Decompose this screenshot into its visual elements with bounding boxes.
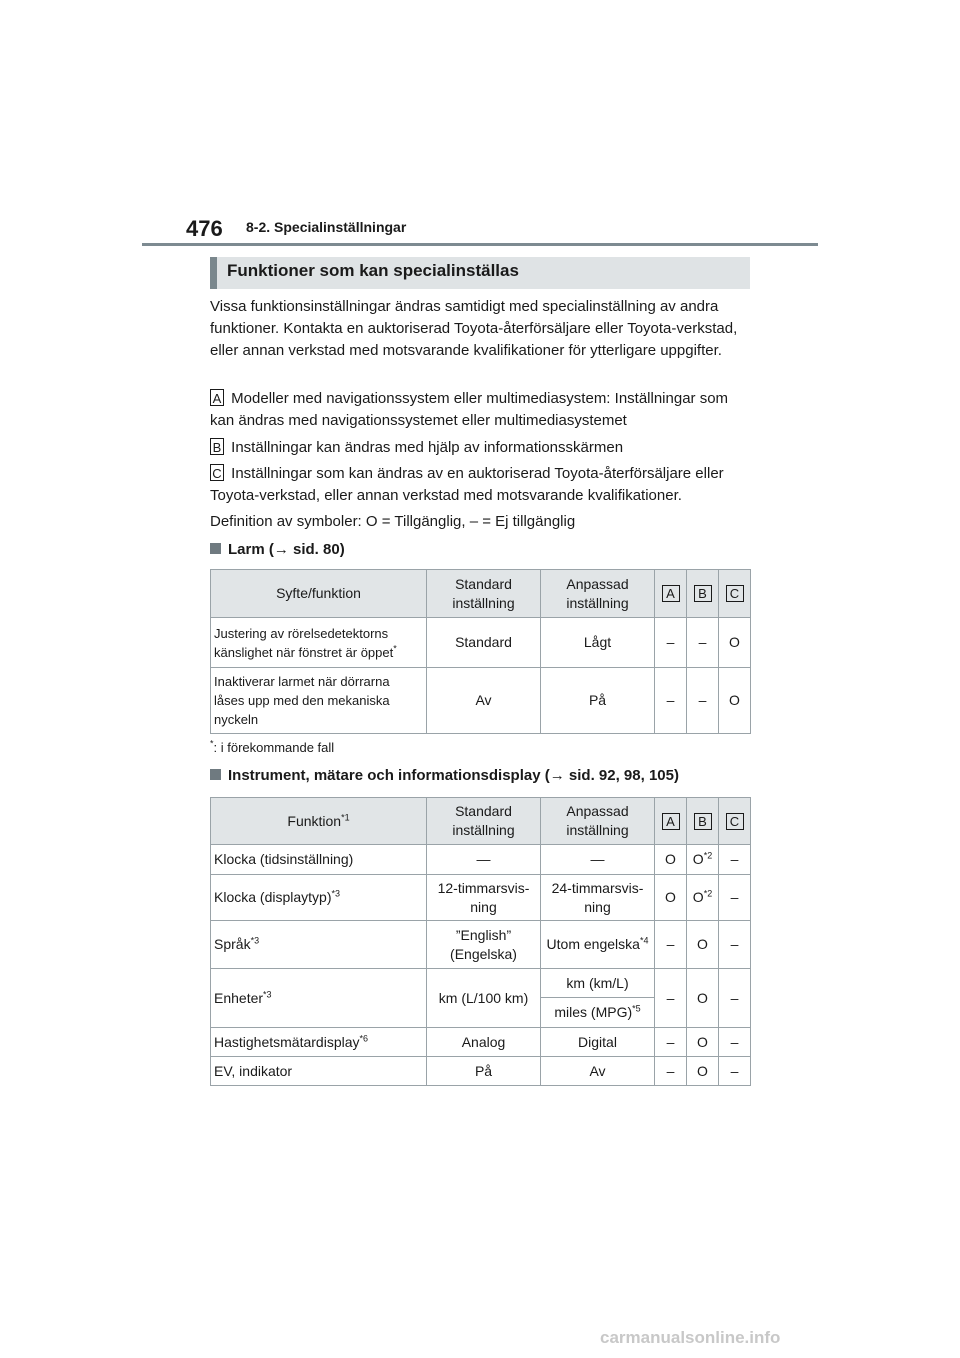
cell-custom: km (km/L) bbox=[541, 969, 655, 998]
note-a bbox=[210, 388, 750, 432]
watermark: carmanualsonline.info bbox=[600, 1328, 781, 1347]
cell-custom: miles (MPG)$^{*5}$ bbox=[541, 998, 655, 1028]
note-c bbox=[210, 463, 750, 507]
cell-c: O bbox=[719, 618, 751, 668]
col-header-c bbox=[719, 570, 751, 618]
cell-c: – bbox=[719, 1057, 751, 1086]
table-row bbox=[211, 1028, 751, 1057]
table-row bbox=[211, 875, 751, 921]
cell-custom: 24-timmarsvis-ning bbox=[541, 875, 655, 921]
badge-c: C bbox=[726, 585, 744, 602]
symbol-definitions: Definition av symboler: O = Tillgänglig, – = Ej tillgänglig bbox=[210, 513, 576, 530]
cell-standard: km (L/100 km) bbox=[427, 969, 541, 1028]
cell-a: – bbox=[655, 618, 687, 668]
cell-c: O bbox=[719, 668, 751, 734]
note-c-text: Inställningar som kan ändras av en auktoriserad Toyota-återförsäljare eller Toyota-verkstad, eller annan verkstad med motsvarande kvalifikationer. bbox=[210, 465, 724, 504]
badge-b: B bbox=[210, 438, 224, 455]
col-header-c bbox=[719, 798, 751, 845]
cell-custom: Utom engelska$^{*4}$ bbox=[541, 921, 655, 969]
col-header-function: Funktion$^{*1}$ bbox=[211, 798, 427, 845]
table-header-row bbox=[211, 798, 751, 845]
cell-standard: Standard bbox=[427, 618, 541, 668]
cell-function: EV, indikator bbox=[211, 1057, 427, 1086]
cell-b: O bbox=[687, 921, 719, 969]
cell-standard: På bbox=[427, 1057, 541, 1086]
cell-c: – bbox=[719, 969, 751, 1028]
table-row bbox=[211, 921, 751, 969]
square-bullet-icon bbox=[210, 543, 221, 554]
cell-function: Språk$^{*3}$ bbox=[211, 921, 427, 969]
instrument-table bbox=[210, 797, 751, 1086]
cell-function: Enheter$^{*3}$ bbox=[211, 969, 427, 1028]
table-row bbox=[211, 1057, 751, 1086]
cell-standard: — bbox=[427, 845, 541, 875]
subheading-alarm bbox=[210, 541, 345, 558]
section-title: 8-2. Specialinställningar bbox=[246, 219, 407, 235]
subheading-instrument bbox=[210, 767, 679, 784]
cell-standard: 12-timmarsvis-ning bbox=[427, 875, 541, 921]
cell-b: – bbox=[687, 618, 719, 668]
badge-a: A bbox=[662, 585, 680, 602]
badge-a: A bbox=[210, 389, 224, 406]
col-header-a bbox=[655, 798, 687, 845]
cell-b: O bbox=[687, 1057, 719, 1086]
cell-function: Inaktiverar larmet när dörrarna låses upp med den mekaniska nyckeln bbox=[211, 668, 427, 734]
col-header-standard: Standard inställning bbox=[427, 570, 541, 618]
cell-b: O bbox=[687, 1028, 719, 1057]
note-b-text: Inställningar kan ändras med hjälp av informationsskärmen bbox=[231, 439, 624, 456]
subheading-instrument-text: Instrument, mätare och informationsdisplay (→ sid. 92, 98, 105) bbox=[228, 767, 679, 784]
cell-custom: Lågt bbox=[541, 618, 655, 668]
table-row bbox=[211, 969, 751, 998]
cell-custom: Digital bbox=[541, 1028, 655, 1057]
cell-a: O bbox=[655, 875, 687, 921]
note-a-text: Modeller med navigationssystem eller multimediasystem: Inställningar som kan ändras med navigationssystemet eller multimediasystemet bbox=[210, 390, 729, 429]
cell-custom: På bbox=[541, 668, 655, 734]
cell-b: $O^{*2}$ bbox=[687, 845, 719, 875]
col-header-standard: Standard inställning bbox=[427, 798, 541, 845]
col-header-custom: Anpassad inställning bbox=[541, 798, 655, 845]
cell-b: – bbox=[687, 668, 719, 734]
cell-a: O bbox=[655, 845, 687, 875]
col-header-b bbox=[687, 570, 719, 618]
cell-c: – bbox=[719, 921, 751, 969]
subheading-alarm-text: Larm (→ sid. 80) bbox=[228, 541, 345, 558]
badge-b: B bbox=[694, 813, 712, 830]
cell-function: Klocka (tidsinställning) bbox=[211, 845, 427, 875]
cell-a: – bbox=[655, 1057, 687, 1086]
cell-function: Klocka (displaytyp)$^{*3}$ bbox=[211, 875, 427, 921]
cell-custom: Av bbox=[541, 1057, 655, 1086]
col-header-custom: Anpassad inställning bbox=[541, 570, 655, 618]
cell-c: – bbox=[719, 845, 751, 875]
badge-c: C bbox=[726, 813, 744, 830]
cell-b: $O^{*2}$ bbox=[687, 875, 719, 921]
page-number: 476 bbox=[186, 216, 223, 241]
square-bullet-icon bbox=[210, 769, 221, 780]
cell-a: – bbox=[655, 1028, 687, 1057]
intro-paragraph: Vissa funktionsinställningar ändras samtidigt med specialinställning av andra funktioner. Kontakta en auktoriserad Toyota-återförsäljare eller Toyota-verkstad, eller annan verkstad med motsvarande kvalifikationer för ytterligare uppgifter. bbox=[210, 298, 738, 359]
badge-b: B bbox=[694, 585, 712, 602]
table-row bbox=[211, 845, 751, 875]
col-header-a bbox=[655, 570, 687, 618]
cell-standard: ”English” (Engelska) bbox=[427, 921, 541, 969]
footnote: *: i förekommande fall bbox=[210, 738, 335, 755]
cell-a: – bbox=[655, 969, 687, 1028]
note-b bbox=[210, 437, 750, 459]
cell-a: – bbox=[655, 668, 687, 734]
col-header-b bbox=[687, 798, 719, 845]
alarm-table bbox=[210, 569, 751, 734]
badge-a: A bbox=[662, 813, 680, 830]
badge-c: C bbox=[210, 464, 224, 481]
table-row bbox=[211, 668, 751, 734]
heading-title: Funktioner som kan specialinställas bbox=[227, 261, 519, 280]
cell-c: – bbox=[719, 1028, 751, 1057]
table-header-row bbox=[211, 570, 751, 618]
table-row bbox=[211, 618, 751, 668]
header-rule bbox=[142, 243, 818, 246]
cell-function: Justering av rörelsedetektorns känslighet när fönstret är öppet* bbox=[211, 618, 427, 668]
heading-bar bbox=[210, 257, 750, 289]
cell-custom: — bbox=[541, 845, 655, 875]
cell-standard: Av bbox=[427, 668, 541, 734]
cell-c: – bbox=[719, 875, 751, 921]
cell-standard: Analog bbox=[427, 1028, 541, 1057]
cell-a: – bbox=[655, 921, 687, 969]
col-header-function: Syfte/funktion bbox=[211, 570, 427, 618]
cell-b: O bbox=[687, 969, 719, 1028]
cell-function: Hastighetsmätardisplay$^{*6}$ bbox=[211, 1028, 427, 1057]
